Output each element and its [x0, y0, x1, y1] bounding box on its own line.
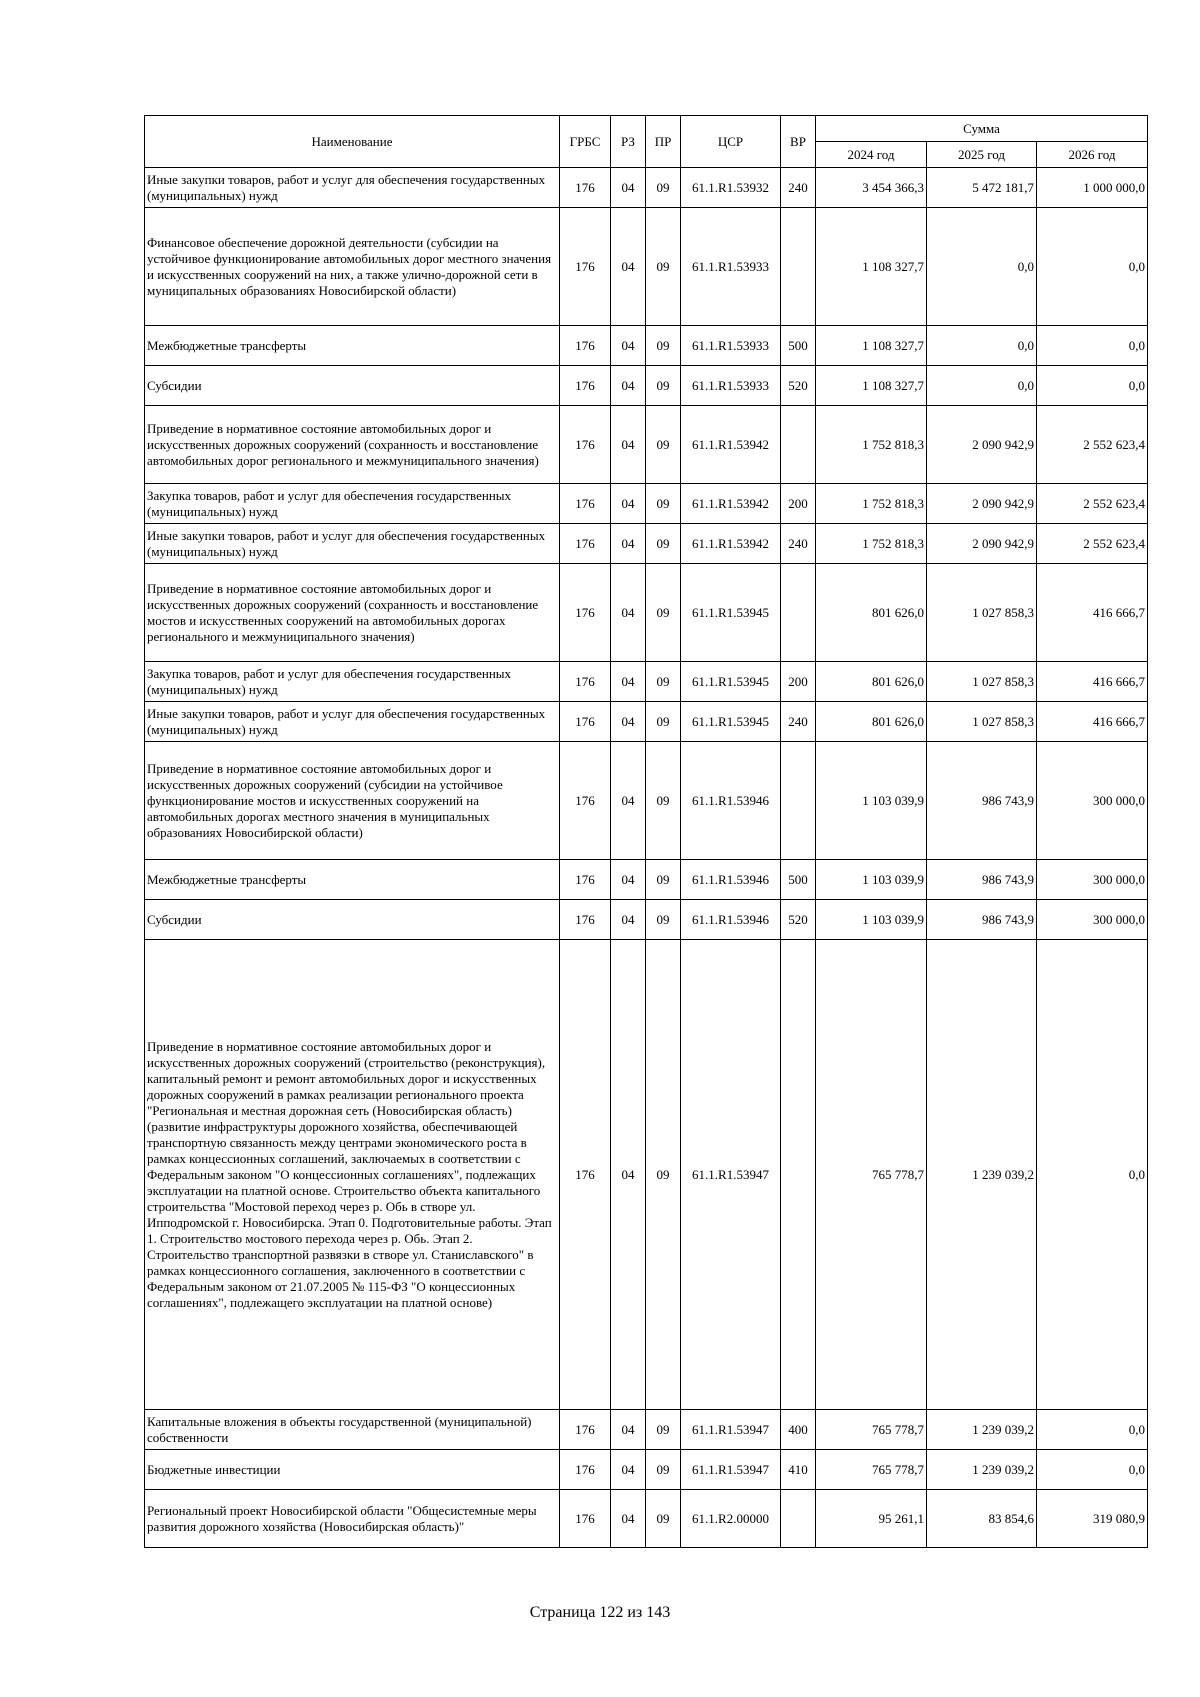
- cell-name: Межбюджетные трансферты: [145, 860, 560, 900]
- cell-csr: 61.1.R1.53942: [681, 524, 781, 564]
- cell-name: Бюджетные инвестиции: [145, 1450, 560, 1490]
- cell-y2025: 1 239 039,2: [927, 1450, 1037, 1490]
- cell-y2025: 0,0: [927, 326, 1037, 366]
- cell-y2025: 0,0: [927, 208, 1037, 326]
- cell-name: Закупка товаров, работ и услуг для обеспечения государственных (муниципальных) нужд: [145, 484, 560, 524]
- cell-name: Иные закупки товаров, работ и услуг для обеспечения государственных (муниципальных) нужд: [145, 168, 560, 208]
- cell-name: Иные закупки товаров, работ и услуг для обеспечения государственных (муниципальных) нужд: [145, 702, 560, 742]
- cell-pr: 09: [646, 564, 681, 662]
- budget-table: [144, 115, 1148, 1548]
- cell-y2026: 2 552 623,4: [1037, 484, 1148, 524]
- cell-y2024: 801 626,0: [816, 662, 927, 702]
- cell-csr: 61.1.R1.53946: [681, 860, 781, 900]
- header-csr: ЦСР: [681, 116, 781, 168]
- cell-y2024: 1 108 327,7: [816, 208, 927, 326]
- cell-y2026: 300 000,0: [1037, 900, 1148, 940]
- table-row: [145, 366, 1148, 406]
- cell-y2024: 1 752 818,3: [816, 524, 927, 564]
- cell-y2025: 986 743,9: [927, 860, 1037, 900]
- cell-name: Приведение в нормативное состояние автомобильных дорог и искусственных дорожных сооружений (сохранность и восстановление автомобильных дорог регионального и межмуниципального значения): [145, 406, 560, 484]
- cell-y2026: 2 552 623,4: [1037, 406, 1148, 484]
- cell-pr: 09: [646, 860, 681, 900]
- cell-vr: [781, 940, 816, 1410]
- cell-y2024: 3 454 366,3: [816, 168, 927, 208]
- table-row: [145, 168, 1148, 208]
- cell-y2025: 2 090 942,9: [927, 406, 1037, 484]
- cell-vr: 240: [781, 524, 816, 564]
- cell-grbs: 176: [560, 524, 611, 564]
- table-row: [145, 940, 1148, 1410]
- table-row: [145, 524, 1148, 564]
- table-row: [145, 860, 1148, 900]
- cell-y2026: 319 080,9: [1037, 1490, 1148, 1548]
- header-name: Наименование: [145, 116, 560, 168]
- cell-y2025: 1 239 039,2: [927, 940, 1037, 1410]
- cell-name: Региональный проект Новосибирской области "Общесистемные меры развития дорожного хозяйства (Новосибирская область)": [145, 1490, 560, 1548]
- cell-csr: 61.1.R1.53942: [681, 484, 781, 524]
- cell-csr: 61.1.R1.53942: [681, 406, 781, 484]
- cell-y2026: 0,0: [1037, 1450, 1148, 1490]
- cell-y2026: 0,0: [1037, 208, 1148, 326]
- cell-vr: 500: [781, 860, 816, 900]
- cell-y2026: 2 552 623,4: [1037, 524, 1148, 564]
- cell-rz: 04: [611, 524, 646, 564]
- cell-rz: 04: [611, 1450, 646, 1490]
- header-grbs: ГРБС: [560, 116, 611, 168]
- cell-csr: 61.1.R1.53945: [681, 564, 781, 662]
- cell-rz: 04: [611, 366, 646, 406]
- cell-name: Субсидии: [145, 366, 560, 406]
- cell-y2024: 1 108 327,7: [816, 366, 927, 406]
- cell-grbs: 176: [560, 366, 611, 406]
- cell-grbs: 176: [560, 860, 611, 900]
- cell-vr: [781, 742, 816, 860]
- cell-name: Капитальные вложения в объекты государственной (муниципальной) собственности: [145, 1410, 560, 1450]
- cell-csr: 61.1.R1.53933: [681, 326, 781, 366]
- cell-y2024: 95 261,1: [816, 1490, 927, 1548]
- table-row: [145, 900, 1148, 940]
- cell-rz: 04: [611, 564, 646, 662]
- cell-y2025: 986 743,9: [927, 742, 1037, 860]
- cell-pr: 09: [646, 208, 681, 326]
- cell-vr: 520: [781, 900, 816, 940]
- table-row: [145, 326, 1148, 366]
- cell-y2024: 1 103 039,9: [816, 742, 927, 860]
- cell-vr: [781, 1490, 816, 1548]
- cell-pr: 09: [646, 742, 681, 860]
- cell-rz: 04: [611, 900, 646, 940]
- table-row: [145, 1490, 1148, 1548]
- cell-y2024: 1 103 039,9: [816, 900, 927, 940]
- cell-y2024: 765 778,7: [816, 940, 927, 1410]
- header-rz: РЗ: [611, 116, 646, 168]
- cell-csr: 61.1.R1.53945: [681, 662, 781, 702]
- cell-grbs: 176: [560, 326, 611, 366]
- cell-y2026: 300 000,0: [1037, 860, 1148, 900]
- cell-y2024: 1 103 039,9: [816, 860, 927, 900]
- cell-y2024: 765 778,7: [816, 1450, 927, 1490]
- cell-grbs: 176: [560, 742, 611, 860]
- cell-y2024: 1 752 818,3: [816, 484, 927, 524]
- cell-rz: 04: [611, 702, 646, 742]
- cell-csr: 61.1.R1.53946: [681, 900, 781, 940]
- cell-name: Приведение в нормативное состояние автомобильных дорог и искусственных дорожных сооружений (строительство (реконструкция), капитальный ремонт и ремонт автомобильных дорог и искусственных дорожных сооружений в рамках реализации регионального проекта "Региональная и местная дорожная сеть (Новосибирская область) (развитие инфраструктуры дорожного хозяйства, обеспечивающей транспортную связанность между центрами экономического роста в рамках концессионных соглашений, заключаемых в соответствии с Федеральным законом "О концессионных соглашениях", подлежащих эксплуатации на платной основе. Строительство объекта капитального строительства "Мостовой переход через р. Обь в створе ул. Ипподромской г. Новосибирска. Этап 0. Подготовительные работы. Этап 1. Строительство мостового перехода через р. Обь. Этап 2. Строительство транспортной развязки в створе ул. Станиславского" в рамках концессионного соглашения, заключенного в соответствии с Федеральным законом от 21.07.2005 № 115-ФЗ "О концессионных соглашениях", подлежащего эксплуатации на платной основе): [145, 940, 560, 1410]
- table-row: [145, 1410, 1148, 1450]
- cell-y2025: 986 743,9: [927, 900, 1037, 940]
- cell-vr: 500: [781, 326, 816, 366]
- cell-grbs: 176: [560, 1490, 611, 1548]
- header-vr: ВР: [781, 116, 816, 168]
- cell-grbs: 176: [560, 168, 611, 208]
- cell-csr: 61.1.R1.53933: [681, 208, 781, 326]
- cell-y2026: 1 000 000,0: [1037, 168, 1148, 208]
- cell-vr: 240: [781, 168, 816, 208]
- cell-rz: 04: [611, 484, 646, 524]
- cell-rz: 04: [611, 406, 646, 484]
- cell-y2024: 801 626,0: [816, 564, 927, 662]
- cell-grbs: 176: [560, 1450, 611, 1490]
- cell-csr: 61.1.R1.53933: [681, 366, 781, 406]
- table-row: [145, 564, 1148, 662]
- cell-y2025: 1 239 039,2: [927, 1410, 1037, 1450]
- cell-y2026: 0,0: [1037, 1410, 1148, 1450]
- table-row: [145, 662, 1148, 702]
- cell-rz: 04: [611, 742, 646, 860]
- cell-csr: 61.1.R1.53932: [681, 168, 781, 208]
- cell-vr: [781, 564, 816, 662]
- cell-pr: 09: [646, 900, 681, 940]
- cell-y2024: 765 778,7: [816, 1410, 927, 1450]
- cell-pr: 09: [646, 366, 681, 406]
- cell-pr: 09: [646, 484, 681, 524]
- table-row: [145, 1450, 1148, 1490]
- cell-csr: 61.1.R1.53946: [681, 742, 781, 860]
- cell-name: Субсидии: [145, 900, 560, 940]
- cell-grbs: 176: [560, 662, 611, 702]
- cell-csr: 61.1.R1.53945: [681, 702, 781, 742]
- cell-rz: 04: [611, 1410, 646, 1450]
- cell-pr: 09: [646, 1490, 681, 1548]
- header-sum: Сумма: [816, 116, 1148, 142]
- cell-vr: 400: [781, 1410, 816, 1450]
- cell-y2025: 5 472 181,7: [927, 168, 1037, 208]
- cell-y2025: 1 027 858,3: [927, 702, 1037, 742]
- cell-vr: [781, 406, 816, 484]
- cell-grbs: 176: [560, 940, 611, 1410]
- cell-y2026: 0,0: [1037, 326, 1148, 366]
- cell-grbs: 176: [560, 900, 611, 940]
- cell-vr: 240: [781, 702, 816, 742]
- cell-y2025: 1 027 858,3: [927, 662, 1037, 702]
- table-row: [145, 742, 1148, 860]
- cell-grbs: 176: [560, 484, 611, 524]
- cell-rz: 04: [611, 860, 646, 900]
- cell-pr: 09: [646, 662, 681, 702]
- header-year-2026: 2026 год: [1037, 142, 1148, 168]
- cell-y2025: 2 090 942,9: [927, 484, 1037, 524]
- cell-csr: 61.1.R1.53947: [681, 940, 781, 1410]
- cell-pr: 09: [646, 524, 681, 564]
- cell-grbs: 176: [560, 208, 611, 326]
- cell-rz: 04: [611, 940, 646, 1410]
- cell-y2024: 801 626,0: [816, 702, 927, 742]
- cell-y2024: 1 752 818,3: [816, 406, 927, 484]
- header-year-2025: 2025 год: [927, 142, 1037, 168]
- cell-y2025: 1 027 858,3: [927, 564, 1037, 662]
- cell-rz: 04: [611, 168, 646, 208]
- cell-grbs: 176: [560, 406, 611, 484]
- cell-name: Финансовое обеспечение дорожной деятельности (субсидии на устойчивое функционирование автомобильных дорог местного значения и искусственных сооружений на них, а также улично-дорожной сети в муниципальных образованиях Новосибирской области): [145, 208, 560, 326]
- cell-vr: 520: [781, 366, 816, 406]
- header-pr: ПР: [646, 116, 681, 168]
- cell-y2025: 0,0: [927, 366, 1037, 406]
- cell-pr: 09: [646, 940, 681, 1410]
- cell-y2026: 416 666,7: [1037, 662, 1148, 702]
- cell-y2026: 300 000,0: [1037, 742, 1148, 860]
- table-row: [145, 484, 1148, 524]
- cell-pr: 09: [646, 1450, 681, 1490]
- cell-grbs: 176: [560, 1410, 611, 1450]
- cell-vr: [781, 208, 816, 326]
- cell-vr: 410: [781, 1450, 816, 1490]
- cell-pr: 09: [646, 702, 681, 742]
- cell-name: Иные закупки товаров, работ и услуг для обеспечения государственных (муниципальных) нужд: [145, 524, 560, 564]
- cell-csr: 61.1.R1.53947: [681, 1410, 781, 1450]
- table-row: [145, 406, 1148, 484]
- cell-name: Закупка товаров, работ и услуг для обеспечения государственных (муниципальных) нужд: [145, 662, 560, 702]
- cell-name: Межбюджетные трансферты: [145, 326, 560, 366]
- cell-pr: 09: [646, 168, 681, 208]
- table-row: [145, 702, 1148, 742]
- cell-vr: 200: [781, 662, 816, 702]
- table-row: [145, 208, 1148, 326]
- cell-csr: 61.1.R2.00000: [681, 1490, 781, 1548]
- cell-y2024: 1 108 327,7: [816, 326, 927, 366]
- cell-pr: 09: [646, 1410, 681, 1450]
- cell-pr: 09: [646, 326, 681, 366]
- cell-name: Приведение в нормативное состояние автомобильных дорог и искусственных дорожных сооружений (субсидии на устойчивое функционирование мостов и искусственных сооружений на автомобильных дорогах местного значения в муниципальных образованиях Новосибирской области): [145, 742, 560, 860]
- cell-y2026: 0,0: [1037, 940, 1148, 1410]
- header-year-2024: 2024 год: [816, 142, 927, 168]
- cell-y2026: 416 666,7: [1037, 702, 1148, 742]
- cell-rz: 04: [611, 208, 646, 326]
- cell-grbs: 176: [560, 564, 611, 662]
- cell-grbs: 176: [560, 702, 611, 742]
- table-body: [145, 168, 1148, 1548]
- page-number: Страница 122 из 143: [529, 1604, 671, 1621]
- cell-name: Приведение в нормативное состояние автомобильных дорог и искусственных дорожных сооружений (сохранность и восстановление мостов и искусственных сооружений на автомобильных дорогах регионального и межмуниципального значения): [145, 564, 560, 662]
- cell-y2025: 2 090 942,9: [927, 524, 1037, 564]
- cell-y2026: 0,0: [1037, 366, 1148, 406]
- cell-vr: 200: [781, 484, 816, 524]
- cell-rz: 04: [611, 662, 646, 702]
- cell-y2026: 416 666,7: [1037, 564, 1148, 662]
- cell-y2025: 83 854,6: [927, 1490, 1037, 1548]
- cell-rz: 04: [611, 326, 646, 366]
- cell-csr: 61.1.R1.53947: [681, 1450, 781, 1490]
- cell-rz: 04: [611, 1490, 646, 1548]
- cell-pr: 09: [646, 406, 681, 484]
